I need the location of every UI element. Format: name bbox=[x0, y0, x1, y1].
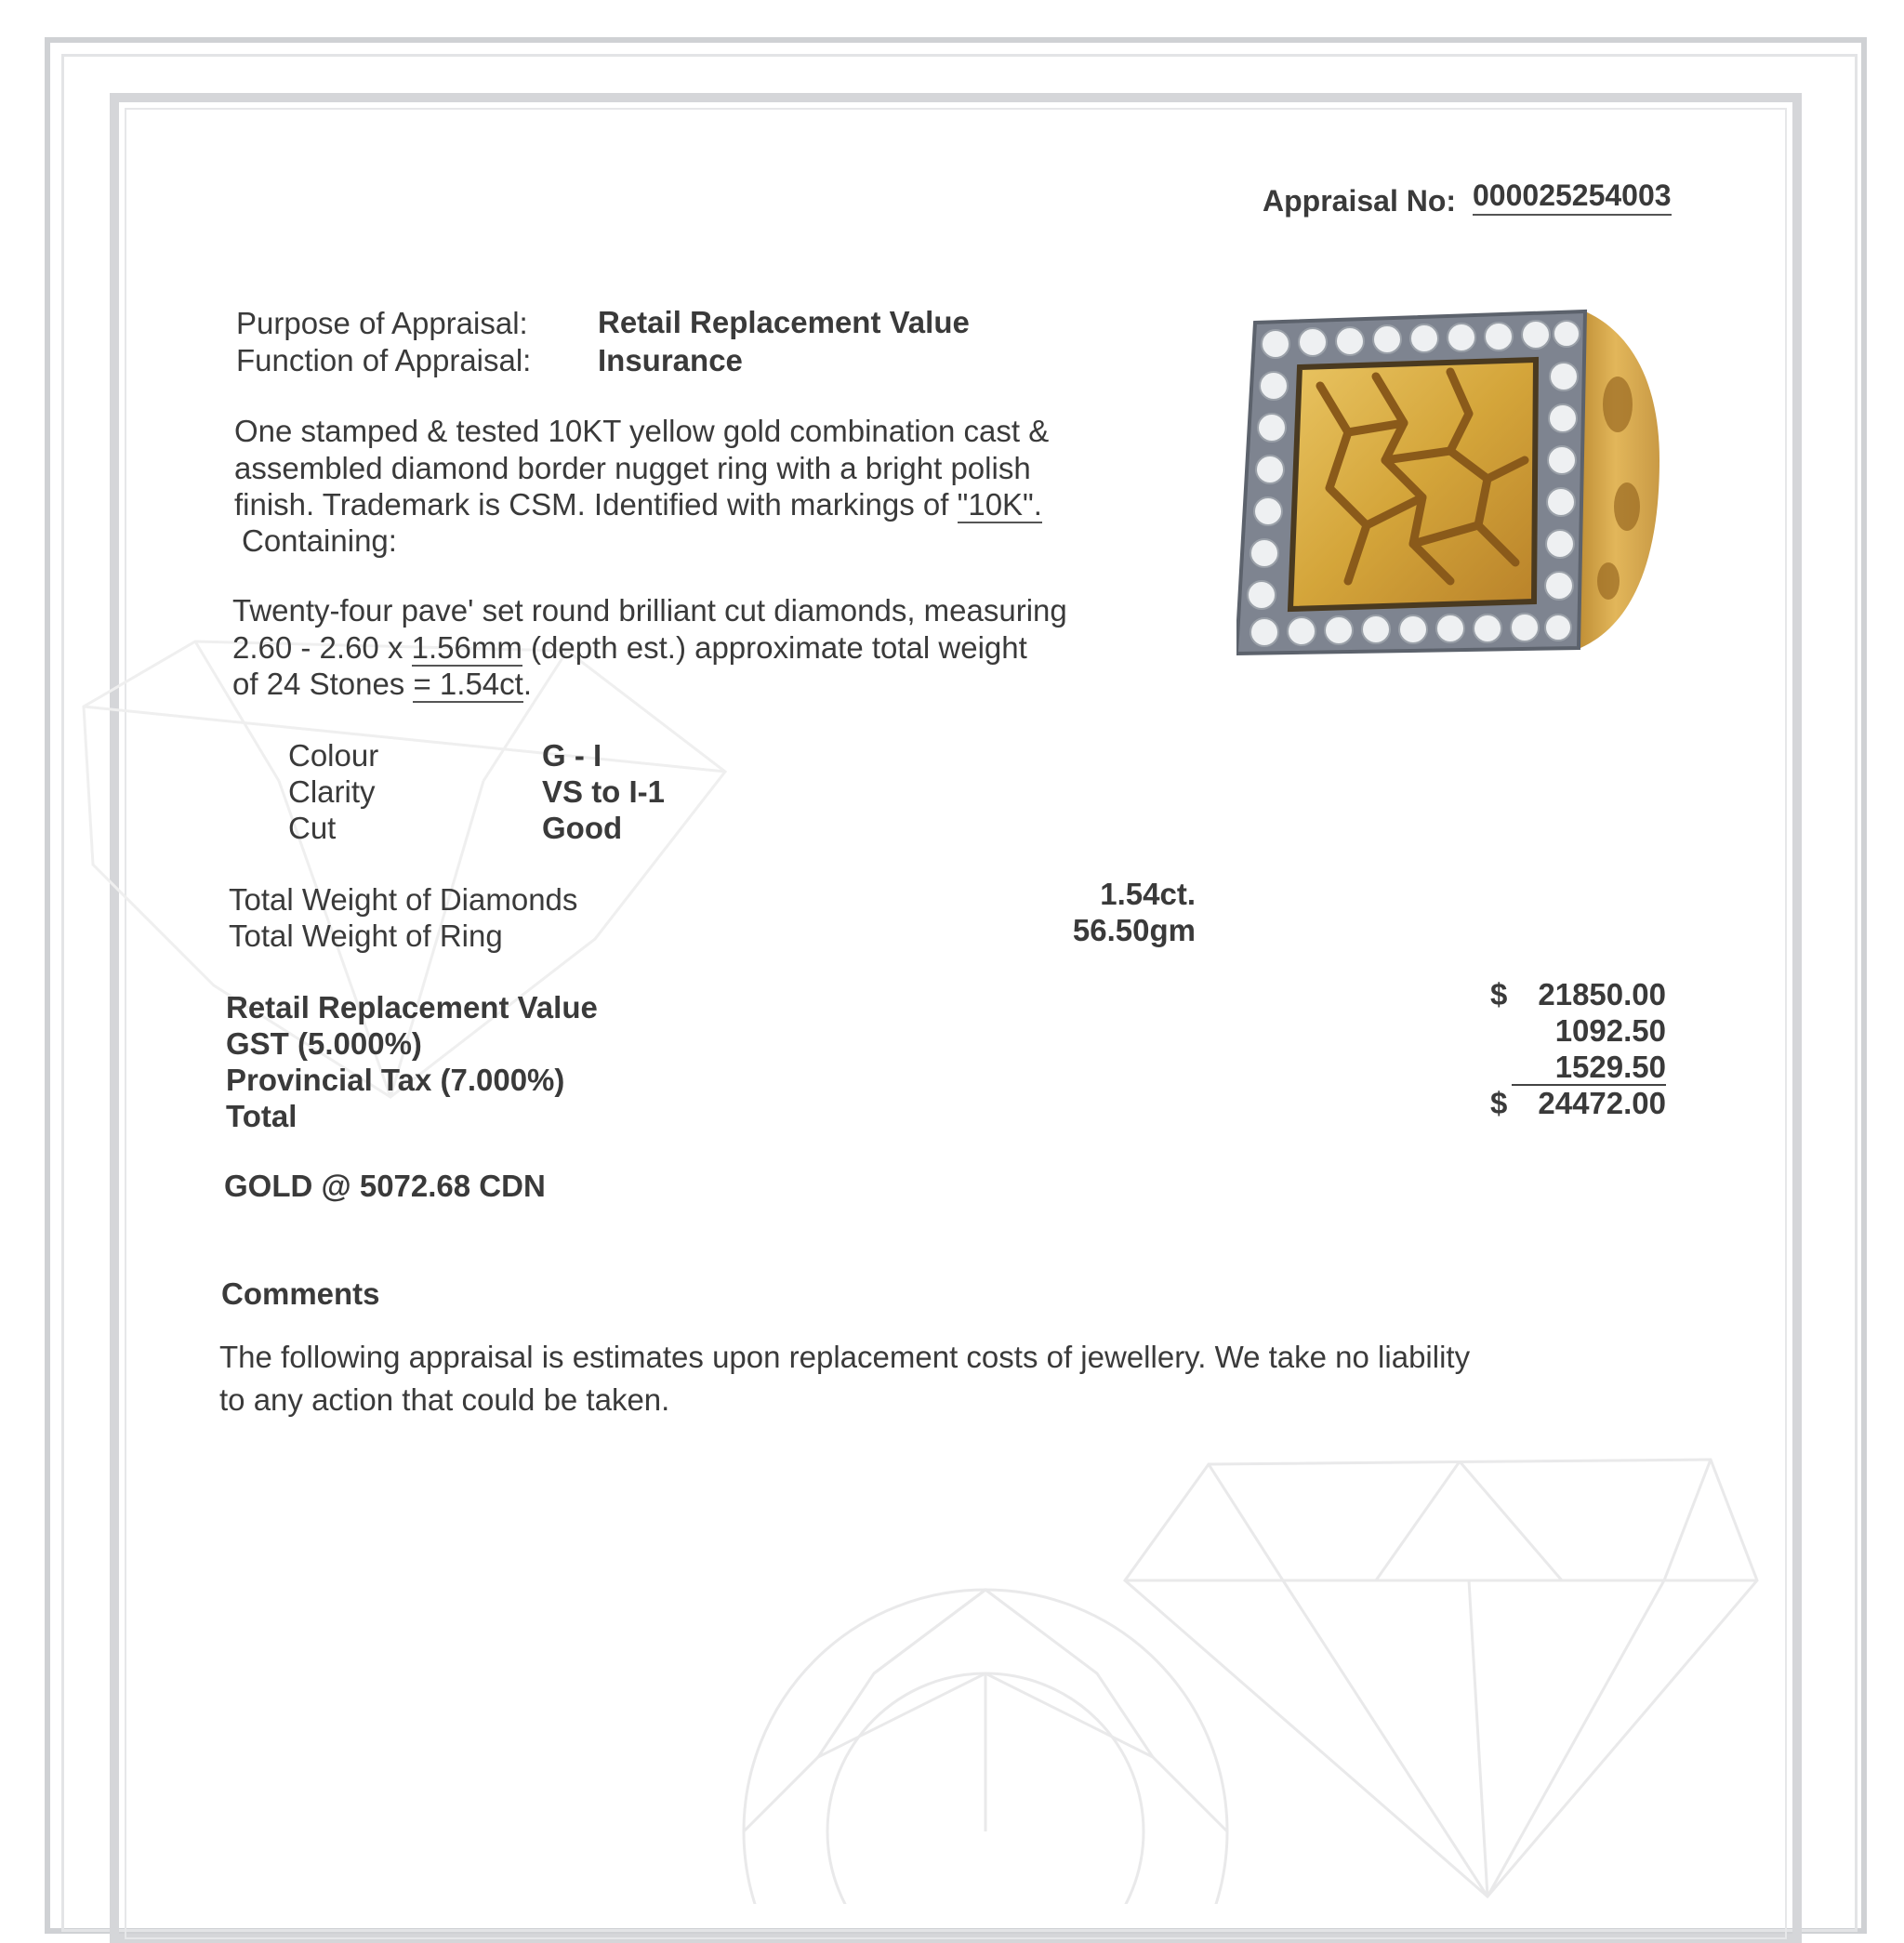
stones-line-2 bbox=[232, 629, 1027, 667]
gst-label: GST (5.000%) bbox=[226, 1026, 422, 1061]
cut-value: Good bbox=[542, 811, 623, 845]
description-line-2: assembled diamond border nugget ring with a bright polish bbox=[234, 451, 1031, 485]
description-line-4: Containing: bbox=[242, 523, 397, 558]
stones-depth: 1.56mm bbox=[411, 630, 522, 665]
purpose-value: Retail Replacement Value bbox=[598, 305, 970, 339]
ring-weight-value: 56.50gm bbox=[1072, 913, 1196, 947]
comments-line-1: The following appraisal is estimates upon replacement costs of jewellery. We take no liability bbox=[219, 1340, 1471, 1374]
stones-line-1: Twenty-four pave' set round brilliant cut diamonds, measuring bbox=[232, 593, 1067, 628]
total-label: Total bbox=[226, 1099, 298, 1133]
appraisal-number-label: Appraisal No: bbox=[1263, 184, 1457, 218]
appraisal-number-value: 000025254003 bbox=[1473, 177, 1672, 216]
comments-line-2: to any action that could be taken. bbox=[219, 1382, 670, 1417]
diamond-weight-label: Total Weight of Diamonds bbox=[229, 882, 578, 917]
retail-currency: $ bbox=[1490, 977, 1508, 1011]
diamond-weight-value: 1.54ct. bbox=[1100, 877, 1196, 911]
clarity-value: VS to I-1 bbox=[542, 774, 666, 809]
ring-photo bbox=[1236, 302, 1664, 660]
comments-title: Comments bbox=[221, 1276, 380, 1311]
description-line-3 bbox=[234, 486, 1042, 523]
description-marking: "10K". bbox=[957, 487, 1042, 522]
stones-line-2-pre: 2.60 - 2.60 x bbox=[232, 630, 412, 665]
retail-value-label: Retail Replacement Value bbox=[226, 990, 598, 1024]
clarity-label: Clarity bbox=[288, 774, 376, 809]
provincial-tax-label: Provincial Tax (7.000%) bbox=[226, 1063, 565, 1097]
stones-line-3-post: . bbox=[522, 667, 532, 701]
gold-price: GOLD @ 5072.68 CDN bbox=[224, 1169, 546, 1203]
stones-line-3 bbox=[232, 666, 532, 703]
stones-line-2-post: (depth est.) approximate total weight bbox=[522, 630, 1027, 665]
stones-total-weight: = 1.54ct bbox=[413, 667, 523, 701]
provincial-tax-amount: 1529.50 bbox=[1554, 1050, 1666, 1084]
description-line-3-text: finish. Trademark is CSM. Identified with markings of bbox=[234, 487, 958, 522]
total-currency: $ bbox=[1490, 1086, 1508, 1120]
stones-line-3-pre: of 24 Stones bbox=[232, 667, 414, 701]
function-value: Insurance bbox=[598, 343, 743, 377]
ring-weight-label: Total Weight of Ring bbox=[229, 919, 503, 953]
cut-label: Cut bbox=[288, 811, 337, 845]
colour-value: G - I bbox=[542, 738, 602, 773]
purpose-label: Purpose of Appraisal: bbox=[236, 306, 528, 340]
diamond-watermark-round bbox=[744, 1590, 1227, 1904]
diamond-watermark-side bbox=[1125, 1460, 1757, 1897]
colour-label: Colour bbox=[288, 738, 379, 773]
gst-amount: 1092.50 bbox=[1554, 1013, 1666, 1048]
retail-value-amount: 21850.00 bbox=[1538, 977, 1666, 1011]
function-label: Function of Appraisal: bbox=[236, 343, 532, 377]
total-amount: 24472.00 bbox=[1538, 1086, 1666, 1120]
description-line-1: One stamped & tested 10KT yellow gold combination cast & bbox=[234, 414, 1050, 448]
